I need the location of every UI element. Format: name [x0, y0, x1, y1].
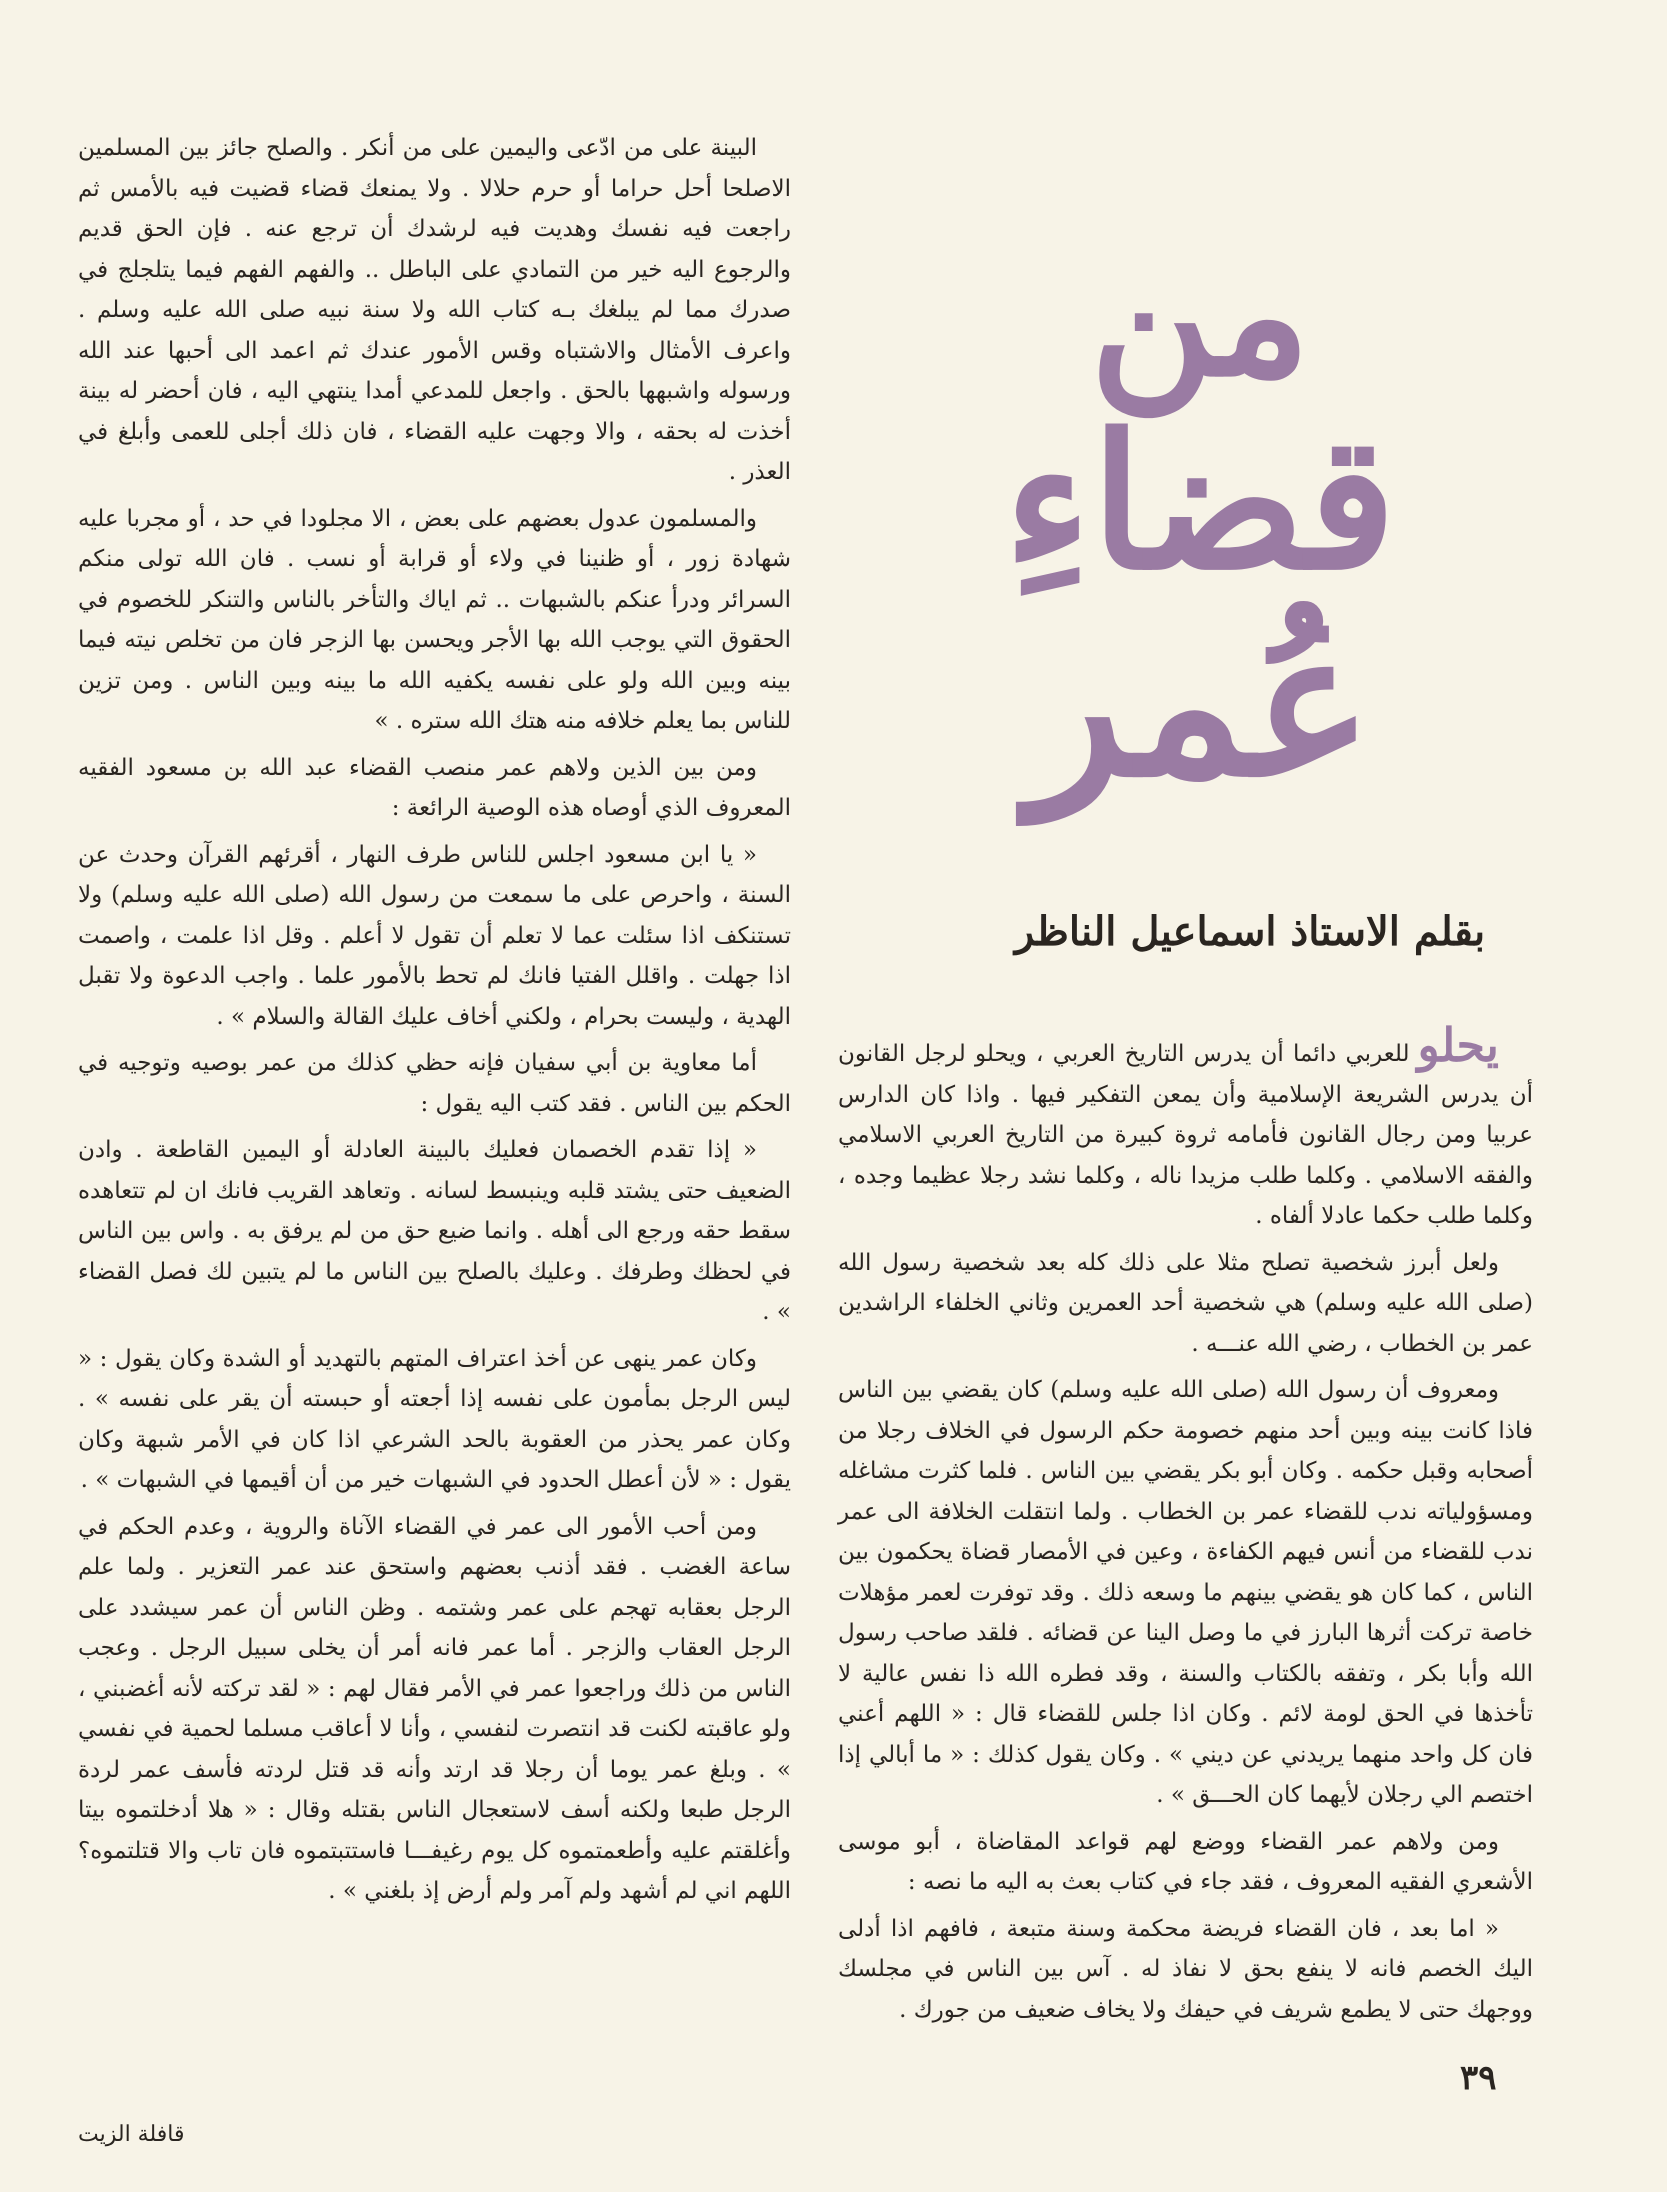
paragraph: ومن ولاهم عمر القضاء ووضع لهم قواعد المقاضاة ، أبو موسى الأشعري الفقيه المعروف ، فقد جاء في كتاب بعث به اليه ما نصه :: [838, 1828, 1533, 1895]
paragraph: ومعروف أن رسول الله (صلى الله عليه وسلم) كان يقضي بين الناس فاذا كانت بينه وبين أحد منهم خصومة حكم الرسول في الخلاف رجلا من أصحابه وقبل حكمه . وكان أبو بكر يقضي بين الناس . فلما كثرت مشاغله ومسؤولياته ندب للقضاء عمر بن الخطاب . ولما انتقلت الخلافة الى عمر ندب للقضاء من أنس فيهم الكفاءة ، وعين في الأمصار قضاة يحكمون بين الناس ، كما كان هو يقضي بينهم ما وسعه ذلك . وقد توفرت لعمر مؤهلات خاصة تركت أثرها البارز في ما وصل الينا عن قضائه . فلقد صاحب رسول الله وأبا بكر ، وتفقه بالكتاب والسنة ، وقد فطره الله ذا نفس عالية لا تأخذها في الحق لومة لائم . وكان اذا جلس للقضاء قال : « اللهم أعني فان كل واحد منهما يريدني عن ديني » . وكان يقول كذلك : « ما أبالي إذا اختصم الي رجلان لأيهما كان الحـــق » .: [838, 1377, 1533, 1808]
article-title: [850, 215, 1550, 870]
paragraph: « اما بعد ، فان القضاء فريضة محكمة وسنة متبعة ، فافهم اذا أدلى اليك الخصم فانه لا ينفع بحق لا نفاذ له . آس بين الناس في مجلسك ووجهك حتى لا يطمع شريف في حيفك ولا يخاف ضعيف من جورك .: [838, 1915, 1533, 2023]
title-line-2: قضاءِ: [1003, 393, 1397, 611]
title-line-1: من: [1089, 215, 1311, 415]
page-number: ٣٩: [1460, 2058, 1497, 2098]
paragraph: « إذا تقدم الخصمان فعليك بالبينة العادلة أو اليمين القاطعة . وادن الضعيف حتى يشتد قلبه وينبسط لسانه . وتعاهد القريب فانك ان لم تتعاهده سقط حقه ورجع الى أهله . وانما ضيع حق من لم يرفق به . واس بين الناس في لحظك وطرفك . وعليك بالصلح بين الناس ما لم يتبين لك فصل القضاء » .: [78, 1137, 791, 1325]
magazine-name: قافلة الزيت: [78, 2122, 185, 2147]
paragraph: أما معاوية بن أبي سفيان فإنه حظي كذلك من عمر بوصيه وتوجيه في الحكم بين الناس . فقد كتب اليه يقول :: [78, 1050, 791, 1117]
author-byline: بقلم الاستاذ اسماعيل الناظر: [1014, 908, 1486, 955]
title-line-3: عُمر: [1027, 587, 1373, 822]
paragraph: ومن أحب الأمور الى عمر في القضاء الآناة والروية ، وعدم الحكم في ساعة الغضب . فقد أذنب بعضهم واستحق عند عمر التعزير . ولما علم الرجل بعقابه تهجم على عمر وشتمه . وظن الناس أن عمر سيشدد على الرجل العقاب والزجر . أما عمر فانه أمر أن يخلى سبيل الرجل . وعجب الناس من ذلك وراجعوا عمر في الأمر فقال لهم : « لقد تركته لأنه أغضبني ، ولو عاقبته لكنت قد انتصرت لنفسي ، وأنا لا أعاقب مسلما لحمية في نفسي » . وبلغ عمر يوما أن رجلا قد ارتد وأنه قد قتل لردته فأسف عمر لردة الرجل طبعا ولكنه أسف لاستعجال الناس بقتله وقال : « هلا أدخلتموه بيتا وأغلقتم عليه وأطعمتموه كل يوم رغيفـــا فاستتبتموه فان تاب والا قتلتموه؟ اللهم اني لم أشهد ولم آمر ولم أرض إذ بلغني » .: [78, 1513, 791, 1904]
paragraph: ولعل أبرز شخصية تصلح مثلا على ذلك كله بعد شخصية رسول الله (صلى الله عليه وسلم) هي شخصية أحد العمرين وثاني الخلفاء الراشدين عمر بن الخطاب ، رضي الله عنـــه .: [838, 1249, 1533, 1357]
paragraph: ومن بين الذين ولاهم عمر منصب القضاء عبد الله بن مسعود الفقيه المعروف الذي أوصاه هذه الوصية الرائعة :: [78, 754, 791, 821]
left-column: [78, 128, 791, 1918]
paragraph: والمسلمون عدول بعضهم على بعض ، الا مجلودا في حد ، أو مجربا عليه شهادة زور ، أو ظنينا في ولاء أو قرابة أو نسب . فان الله تولى منكم السرائر ودرأ عنكم بالشبهات .. ثم اياك والتأخر بالناس والتنكر للخصوم في الحقوق التي يوجب الله بها الأجر ويحسن بها الزجر فان من تخلص نيته فيما بينه وبين الله ولو على نفسه يكفيه الله ما بينه وبين الناس . ومن تزين للناس بما يعلم خلافه منه هتك الله ستره . »: [78, 505, 791, 734]
paragraph: البينة على من ادّعى واليمين على من أنكر . والصلح جائز بين المسلمين الاصلحا أحل حراما أو حرم حلالا . ولا يمنعك قضاء قضيت فيه بالأمس ثم راجعت فيه نفسك وهديت فيه لرشدك أن ترجع عنه . فإن الحق قديم والرجوع اليه خير من التمادي على الباطل .. والفهم الفهم فيما يتلجلج في صدرك مما لم يبلغك بـه كتاب الله ولا سنة نبيه صلى الله عليه وسلم . واعرف الأمثال والاشتباه وقس الأمور عندك ثم اعمد الى أحبها عند الله ورسوله واشبهها بالحق . واجعل للمدعي أمدا ينتهي اليه ، فان أحضر له بينة أخذت له بحقه ، والا وجهت عليه القضاء ، فان ذلك أجلى للعمى وأبلغ في العذر .: [78, 135, 791, 485]
paragraph: يحلوللعربي دائما أن يدرس التاريخ العربي ، ويحلو لرجل القانون أن يدرس الشريعة الإسلامية وأن يمعن التفكير فيها . واذا كان الدارس عربيا ومن رجال القانون فأمامه ثروة كبيرة من التاريخ العربي الاسلامي والفقه الاسلامي . وكلما طلب مزيدا ناله ، وكلما نشد رجلا عظيما وجده ، وكلما طلب حكما عادلا ألفاه .: [838, 1018, 1533, 1229]
paragraph: « يا ابن مسعود اجلس للناس طرف النهار ، أقرئهم القرآن وحدث عن السنة ، واحرص على ما سمعت من رسول الله (صلى الله عليه وسلم) ولا تستنكف اذا سئلت عما لا تعلم أن تقول لا أعلم . وقل اذا علمت ، واصمت اذا جهلت . واقلل الفتيا فانك لم تحط بالأمور علما . واجب الدعوة ولا تقبل الهدية ، وليست بحرام ، ولكني أخاف عليك القالة والسلام » .: [78, 841, 791, 1030]
drop-cap: يحلو: [1417, 1018, 1499, 1072]
paragraph: وكان عمر ينهى عن أخذ اعتراف المتهم بالتهديد أو الشدة وكان يقول : « ليس الرجل بمأمون على نفسه إذا أجعته أو حبسته أن يقر على نفسه » . وكان عمر يحذر من العقوبة بالحد الشرعي اذا كان في الأمر شبهة وكان يقول : « لأن أعطل الحدود في الشبهات خير من أن أقيمها في الشبهات » .: [78, 1345, 791, 1493]
right-column: [838, 1018, 1533, 2036]
